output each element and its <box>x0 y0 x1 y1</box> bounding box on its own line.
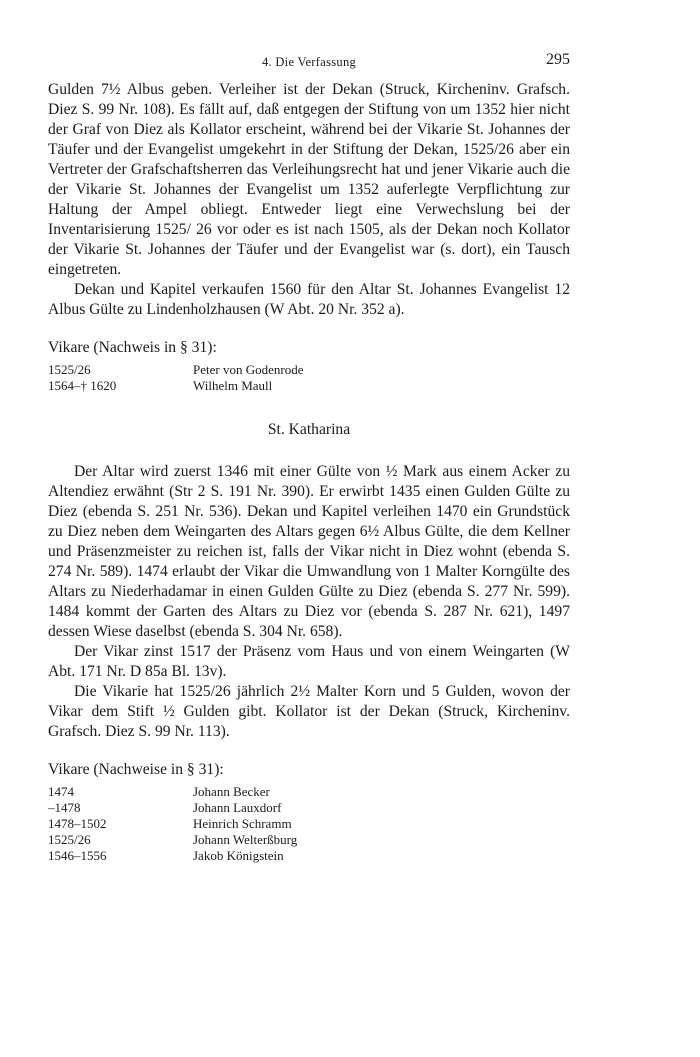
running-head: 4. Die Verfassung <box>261 55 357 69</box>
vicar-name: Wilhelm Maull <box>193 378 273 393</box>
list-item <box>48 800 570 816</box>
vicar-years: 1525/26 <box>48 362 91 377</box>
vicars-list-heading: Vikare (Nachweise in § 31): <box>48 761 224 778</box>
paragraph: Der Altar wird zuerst 1346 mit einer Gülte von ½ Mark aus einem Acker zu Altendiez erwähnt (Str 2 S. 191 Nr. 390). Er erwirbt 1435 einen Gulden Gülte zu Diez (ebenda S. 251 Nr. 536). Dekan und Kapitel verleihen 1470 ein Grundstück zu Diez neben dem Weingarten des Altars gegen 6½ Albus Gülte, die dem Kellner und Präsenzmeister zu reichen ist, falls der Vikar nicht in Diez wohnt (ebenda S. 274 Nr. 589). 1474 erlaubt der Vikar die Umwandlung von 1 Malter Korngülte des Altars zu Niederhadamar in einen Gulden Gülte zu Diez (ebenda S. 277 Nr. 599). 1484 kommt der Garten des Altars zu Diez vor (ebenda S. 287 Nr. 621), 1497 dessen Wiese daselbst (ebenda S. 304 Nr. 658). <box>48 463 570 640</box>
list-item <box>48 816 570 832</box>
page-number: 295 <box>546 51 570 68</box>
vicar-years: 1478–1502 <box>48 816 107 831</box>
document-page <box>48 48 570 864</box>
paragraph: Der Vikar zinst 1517 der Präsenz vom Haus und von einem Weingarten (W Abt. 171 Nr. D 85a Bl. 13v). <box>48 643 570 680</box>
vicars-list-heading: Vikare (Nachweis in § 31): <box>48 339 217 356</box>
vicars-list <box>48 784 570 864</box>
list-item <box>48 362 570 378</box>
paragraph: Dekan und Kapitel verkaufen 1560 für den Altar St. Johannes Evangelist 12 Albus Gülte zu Lindenholzhausen (W Abt. 20 Nr. 352 a). <box>48 281 570 318</box>
list-item <box>48 832 570 848</box>
list-item <box>48 378 570 394</box>
page-header <box>48 48 570 74</box>
vicar-years: 1546–1556 <box>48 848 107 863</box>
vicar-name: Johann Lauxdorf <box>193 800 282 815</box>
section-title: St. Katharina <box>267 421 351 438</box>
vicars-list <box>48 362 570 394</box>
vicar-years: 1564–† 1620 <box>48 378 117 393</box>
list-item <box>48 784 570 800</box>
list-item <box>48 848 570 864</box>
vicar-years: –1478 <box>48 800 81 815</box>
vicar-name: Heinrich Schramm <box>193 816 292 831</box>
vicar-years: 1525/26 <box>48 832 91 847</box>
paragraph: Die Vikarie hat 1525/26 jährlich 2½ Malter Korn und 5 Gulden, wovon der Vikar dem Stift ½ Gulden gibt. Kollator ist der Dekan (Struck, Kircheninv. Grafsch. Diez S. 99 Nr. 113). <box>48 683 570 740</box>
paragraph: Gulden 7½ Albus geben. Verleiher ist der Dekan (Struck, Kircheninv. Grafsch. Diez S. 99 Nr. 108). Es fällt auf, daß entgegen der Stiftung von um 1352 hier nicht der Graf von Diez als Kollator erscheint, während bei der Vikarie St. Johannes der Täufer und der Evangelist umgekehrt in der Stiftung der Dekan, 1525/26 aber ein Vertreter der Grafschaftsherren das Verleihungsrecht hat und jener Vikarie auch die der Vikarie St. Johannes der Evangelist um 1352 auferlegte Verpflichtung zur Haltung der Ampel obliegt. Entweder liegt eine Verwechslung bei der Inventarisierung 1525/ 26 vor oder es ist nach 1505, als der Dekan noch Kollator der Vikarie St. Johannes der Täufer und der Evangelist war (s. dort), ein Tausch eingetreten. <box>48 81 570 278</box>
vicar-name: Johann Welterßburg <box>193 832 298 847</box>
vicar-name: Peter von Godenrode <box>193 362 304 377</box>
vicar-years: 1474 <box>48 784 74 799</box>
vicar-name: Johann Becker <box>193 784 270 799</box>
vicar-name: Jakob Königstein <box>193 848 284 863</box>
